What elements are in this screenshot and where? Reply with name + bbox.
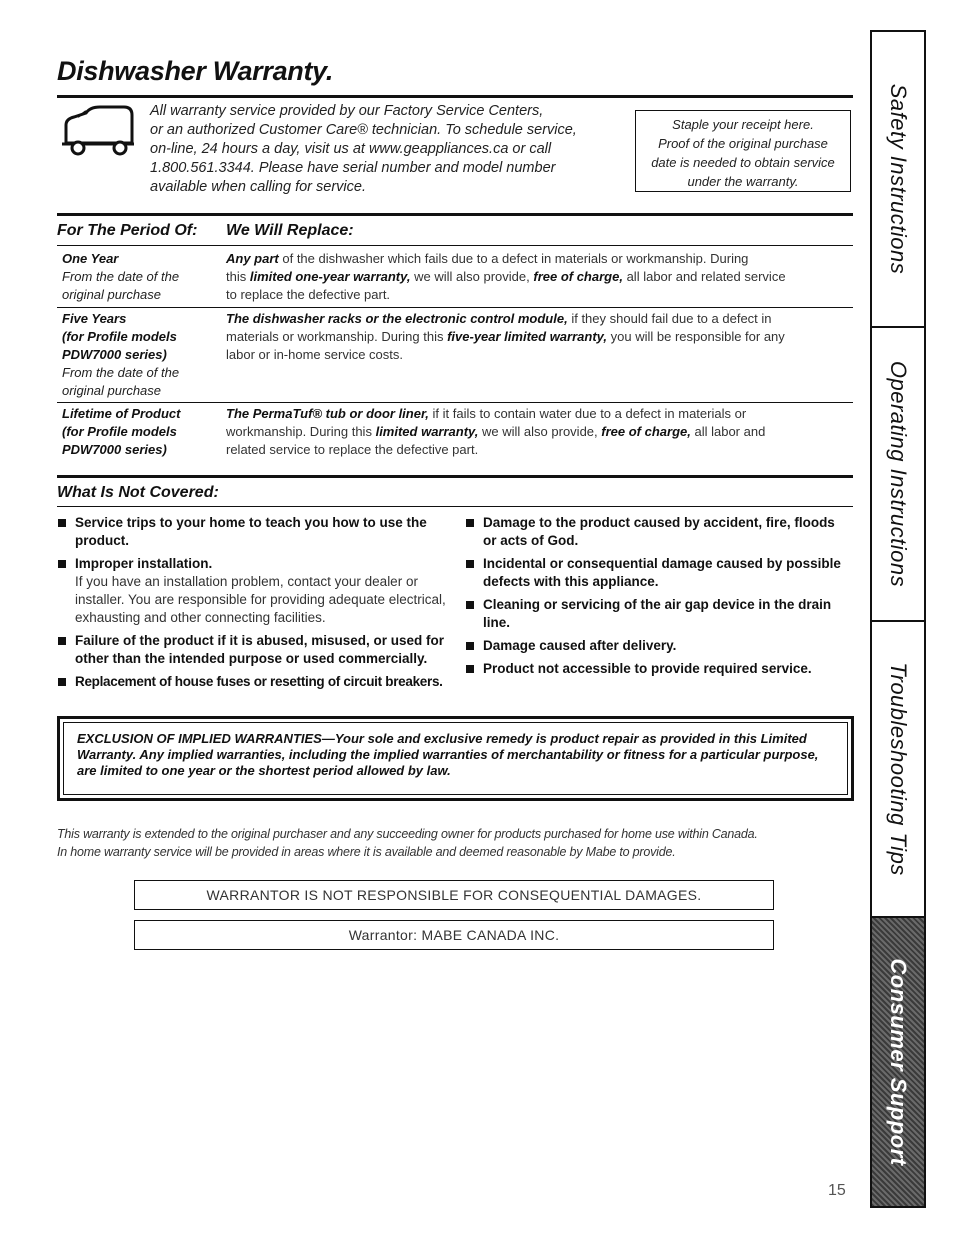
replace-lead: Any part [226, 251, 279, 266]
period-label: Five Years [62, 311, 127, 326]
list-item [466, 660, 851, 678]
list-item [58, 555, 450, 627]
tab-label: Consumer Support [886, 958, 911, 1166]
list-item [466, 514, 851, 550]
tab-consumer-support[interactable] [872, 918, 924, 1206]
list-item-text: Cleaning or servicing of the air gap device in the drain line. [483, 597, 832, 630]
period-label: (for Profile models [62, 329, 177, 344]
replace-emphasis: free of charge, [601, 424, 691, 439]
replace-emphasis: five-year limited warranty, [447, 329, 608, 344]
intro-line: on-line, 24 hours a day, visit us at www.geappliances.ca or call [150, 141, 552, 157]
table-row-rule [57, 307, 853, 308]
replace-emphasis: free of charge, [533, 269, 623, 284]
staple-line: under the warranty. [687, 174, 799, 189]
replace-emphasis: limited one-year warranty, [249, 269, 411, 284]
table-top-rule [57, 213, 853, 216]
section-tabs [870, 30, 926, 1208]
staple-line: date is needed to obtain service [651, 155, 835, 170]
list-item [58, 632, 450, 668]
list-item-text: Damage to the product caused by accident, fire, floods or acts of God. [483, 515, 835, 548]
tab-troubleshooting-tips[interactable] [872, 622, 924, 918]
period-label: PDW7000 series) [62, 347, 167, 362]
tab-label: Safety Instructions [886, 83, 911, 275]
replace-emphasis: limited warranty, [375, 424, 479, 439]
table-row-replace [226, 250, 838, 304]
table-row-period [62, 310, 222, 400]
replace-lead: The PermaTuf® tub or door liner, [226, 406, 429, 421]
not-covered-heading: What Is Not Covered: [57, 484, 219, 501]
replace-text: we will also provide, [414, 269, 530, 284]
list-item [58, 514, 450, 550]
column-header-replace: We Will Replace: [226, 222, 354, 239]
consequential-damages-box: WARRANTOR IS NOT RESPONSIBLE FOR CONSEQUENTIAL DAMAGES. [134, 880, 774, 910]
staple-line: Proof of the original purchase [658, 136, 828, 151]
tab-safety-instructions[interactable] [872, 32, 924, 328]
not-covered-top-rule [57, 475, 853, 478]
replace-text: to replace the defective part. [226, 287, 391, 302]
table-row-period [62, 405, 222, 459]
replace-text: all labor and related service [626, 269, 786, 284]
replace-text: if it fails to contain water due to a defect in materials or [432, 406, 747, 421]
list-item-text: Incidental or consequential damage caused by possible defects with this appliance. [483, 556, 841, 589]
period-note: From the date of the [62, 365, 180, 380]
intro-line: or an authorized Customer Care® technician. To schedule service, [150, 122, 577, 138]
list-item [466, 637, 851, 655]
table-row-replace [226, 310, 838, 364]
tab-operating-instructions[interactable] [872, 328, 924, 622]
replace-text: all labor and [694, 424, 766, 439]
extended-warranty-text [57, 825, 857, 861]
column-header-period: For The Period Of: [57, 222, 198, 239]
replace-text: if they should fail due to a defect in [571, 311, 772, 326]
period-note: original purchase [62, 287, 162, 302]
table-row-rule [57, 402, 853, 403]
tab-label: Troubleshooting Tips [886, 662, 911, 876]
period-label: PDW7000 series) [62, 442, 167, 457]
intro-line: available when calling for service. [150, 179, 366, 195]
exclusion-text: EXCLUSION OF IMPLIED WARRANTIES—Your sole and exclusive remedy is product repair as provided in this Limited Warranty. Any implied warranties, including the implied warranties of merchantability or fitness for a particular purpose, are limited to one year or the shortest period allowed by law. [77, 731, 819, 778]
list-item-text: Replacement of house fuses or resetting of circuit breakers. [75, 674, 443, 689]
warrantor-box: Warrantor: MABE CANADA INC. [134, 920, 774, 950]
list-item [58, 673, 450, 691]
replace-text: this [226, 269, 247, 284]
replace-text: of the dishwasher which fails due to a defect in materials or workmanship. During [282, 251, 749, 266]
not-covered-list-left [58, 514, 450, 696]
list-item [466, 555, 851, 591]
period-note: From the date of the [62, 269, 180, 284]
title-rule [57, 95, 853, 98]
not-covered-list-right [466, 514, 851, 683]
period-note: original purchase [62, 383, 162, 398]
list-item-detail: If you have an installation problem, contact your dealer or installer. You are responsible for providing adequate electrical, exhausting and other connecting facilities. [75, 574, 446, 625]
replace-text: related service to replace the defective part. [226, 442, 479, 457]
table-row-period [62, 250, 222, 304]
service-truck-icon [60, 103, 136, 163]
extended-line: This warranty is extended to the original purchaser and any succeeding owner for products purchased for home use within Canada. [57, 827, 758, 841]
replace-lead: The dishwasher racks or the electronic control module, [226, 311, 568, 326]
staple-receipt-box [635, 110, 851, 192]
period-label: (for Profile models [62, 424, 177, 439]
page-number: 15 [828, 1182, 846, 1199]
list-item [466, 596, 851, 632]
replace-text: we will also provide, [482, 424, 598, 439]
extended-line: In home warranty service will be provided in areas where it is available and deemed reasonable by Mabe to provide. [57, 845, 676, 859]
list-item-text: Service trips to your home to teach you how to use the product. [75, 515, 427, 548]
page-title: Dishwasher Warranty. [57, 56, 334, 86]
intro-line: All warranty service provided by our Factory Service Centers, [150, 103, 544, 119]
period-label: One Year [62, 251, 119, 266]
list-item-text: Failure of the product if it is abused, misused, or used for other than the intended purpose or used commercially. [75, 633, 445, 666]
staple-line: Staple your receipt here. [672, 117, 814, 132]
period-label: Lifetime of Product [62, 406, 181, 421]
list-item-text: Product not accessible to provide required service. [483, 661, 812, 676]
replace-text: materials or workmanship. During this [226, 329, 444, 344]
intro-text [150, 102, 620, 197]
table-header-rule [57, 245, 853, 246]
tab-label: Operating Instructions [886, 360, 911, 588]
list-item-text: Improper installation. [75, 556, 213, 571]
intro-line: 1.800.561.3344. Please have serial number and model number [150, 160, 556, 176]
replace-text: you will be responsible for any [610, 329, 785, 344]
replace-text: labor or in-home service costs. [226, 347, 404, 362]
not-covered-rule [57, 506, 853, 507]
table-row-replace [226, 405, 838, 459]
replace-text: workmanship. During this [226, 424, 372, 439]
list-item-text: Damage caused after delivery. [483, 638, 677, 653]
